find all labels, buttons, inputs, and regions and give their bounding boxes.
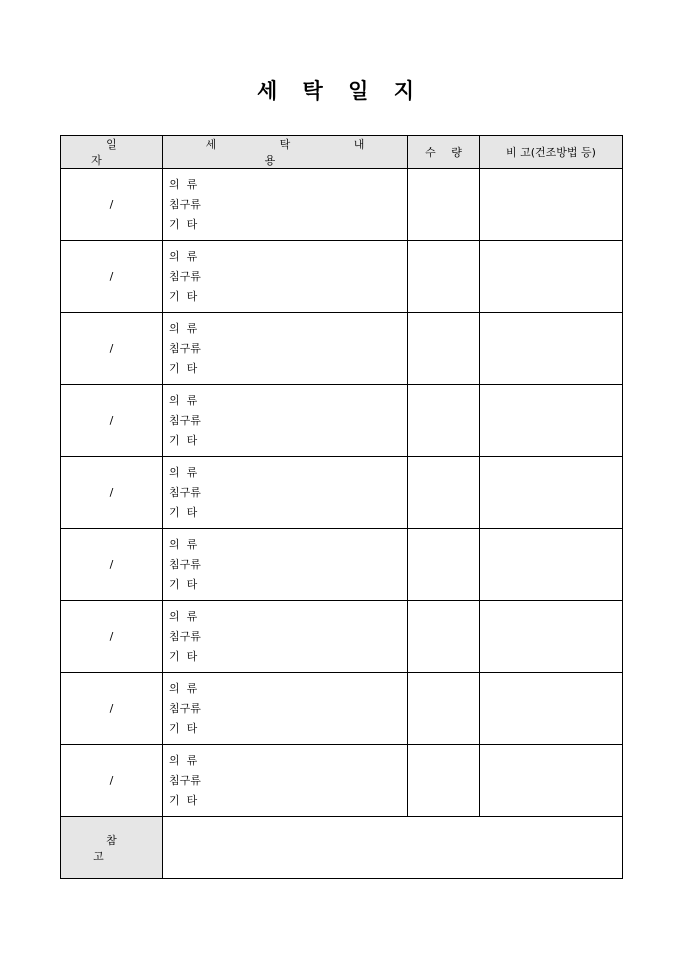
content-item-label: 침구류: [169, 773, 201, 787]
table-row: [61, 601, 623, 673]
header-date: 일 자: [61, 136, 163, 169]
content-cell[interactable]: [163, 745, 408, 817]
quantity-cell[interactable]: [408, 529, 480, 601]
content-cell[interactable]: [163, 385, 408, 457]
content-cell[interactable]: [163, 169, 408, 241]
content-item-label: 침구류: [169, 341, 201, 355]
note-cell[interactable]: [480, 457, 623, 529]
content-item-label: 의 류: [169, 753, 198, 767]
note-cell[interactable]: [480, 385, 623, 457]
content-item-label: 의 류: [169, 249, 198, 263]
content-cell[interactable]: [163, 457, 408, 529]
note-cell[interactable]: [480, 529, 623, 601]
content-item-label: 의 류: [169, 393, 198, 407]
quantity-cell[interactable]: [408, 745, 480, 817]
header-note: 비 고(건조방법 등): [480, 136, 623, 169]
note-cell[interactable]: [480, 313, 623, 385]
note-cell[interactable]: [480, 673, 623, 745]
table-row: [61, 673, 623, 745]
quantity-cell[interactable]: [408, 169, 480, 241]
content-cell[interactable]: [163, 241, 408, 313]
date-cell[interactable]: /: [61, 313, 163, 385]
header-qty: 수 량: [408, 136, 480, 169]
date-cell[interactable]: /: [61, 529, 163, 601]
quantity-cell[interactable]: [408, 241, 480, 313]
content-item-label: 기 타: [169, 793, 198, 807]
date-cell[interactable]: /: [61, 385, 163, 457]
content-item-label: 침구류: [169, 269, 201, 283]
date-cell[interactable]: /: [61, 241, 163, 313]
content-cell[interactable]: [163, 313, 408, 385]
reference-label: 참 고: [61, 817, 163, 879]
content-item-label: 기 타: [169, 433, 198, 447]
reference-field[interactable]: [163, 817, 623, 879]
note-cell[interactable]: [480, 745, 623, 817]
header-content: 세 탁 내 용: [163, 136, 408, 169]
content-cell[interactable]: [163, 601, 408, 673]
quantity-cell[interactable]: [408, 673, 480, 745]
date-cell[interactable]: /: [61, 169, 163, 241]
content-item-label: 기 타: [169, 577, 198, 591]
reference-row: [61, 817, 623, 879]
date-cell[interactable]: /: [61, 673, 163, 745]
content-item-label: 기 타: [169, 217, 198, 231]
content-item-label: 기 타: [169, 505, 198, 519]
date-cell[interactable]: /: [61, 601, 163, 673]
page-title: 세 탁 일 지: [256, 78, 424, 103]
content-item-label: 기 타: [169, 361, 198, 375]
content-cell[interactable]: [163, 673, 408, 745]
content-item-label: 의 류: [169, 177, 198, 191]
content-item-label: 의 류: [169, 681, 198, 695]
content-item-label: 침구류: [169, 701, 201, 715]
content-item-label: 침구류: [169, 629, 201, 643]
date-cell[interactable]: /: [61, 457, 163, 529]
content-item-label: 의 류: [169, 465, 198, 479]
table-row: [61, 457, 623, 529]
laundry-log-table: [60, 135, 623, 879]
content-item-label: 침구류: [169, 197, 201, 211]
content-item-label: 기 타: [169, 721, 198, 735]
content-item-label: 침구류: [169, 557, 201, 571]
content-item-label: 기 타: [169, 289, 198, 303]
content-item-label: 의 류: [169, 537, 198, 551]
note-cell[interactable]: [480, 169, 623, 241]
table-row: [61, 745, 623, 817]
header-row: [61, 136, 623, 169]
content-item-label: 침구류: [169, 485, 201, 499]
quantity-cell[interactable]: [408, 601, 480, 673]
content-item-label: 의 류: [169, 321, 198, 335]
table-row: [61, 313, 623, 385]
content-item-label: 기 타: [169, 649, 198, 663]
table-row: [61, 241, 623, 313]
table-row: [61, 385, 623, 457]
table-row: [61, 529, 623, 601]
quantity-cell[interactable]: [408, 385, 480, 457]
note-cell[interactable]: [480, 241, 623, 313]
content-cell[interactable]: [163, 529, 408, 601]
note-cell[interactable]: [480, 601, 623, 673]
content-item-label: 의 류: [169, 609, 198, 623]
quantity-cell[interactable]: [408, 313, 480, 385]
quantity-cell[interactable]: [408, 457, 480, 529]
content-item-label: 침구류: [169, 413, 201, 427]
date-cell[interactable]: /: [61, 745, 163, 817]
table-row: [61, 169, 623, 241]
